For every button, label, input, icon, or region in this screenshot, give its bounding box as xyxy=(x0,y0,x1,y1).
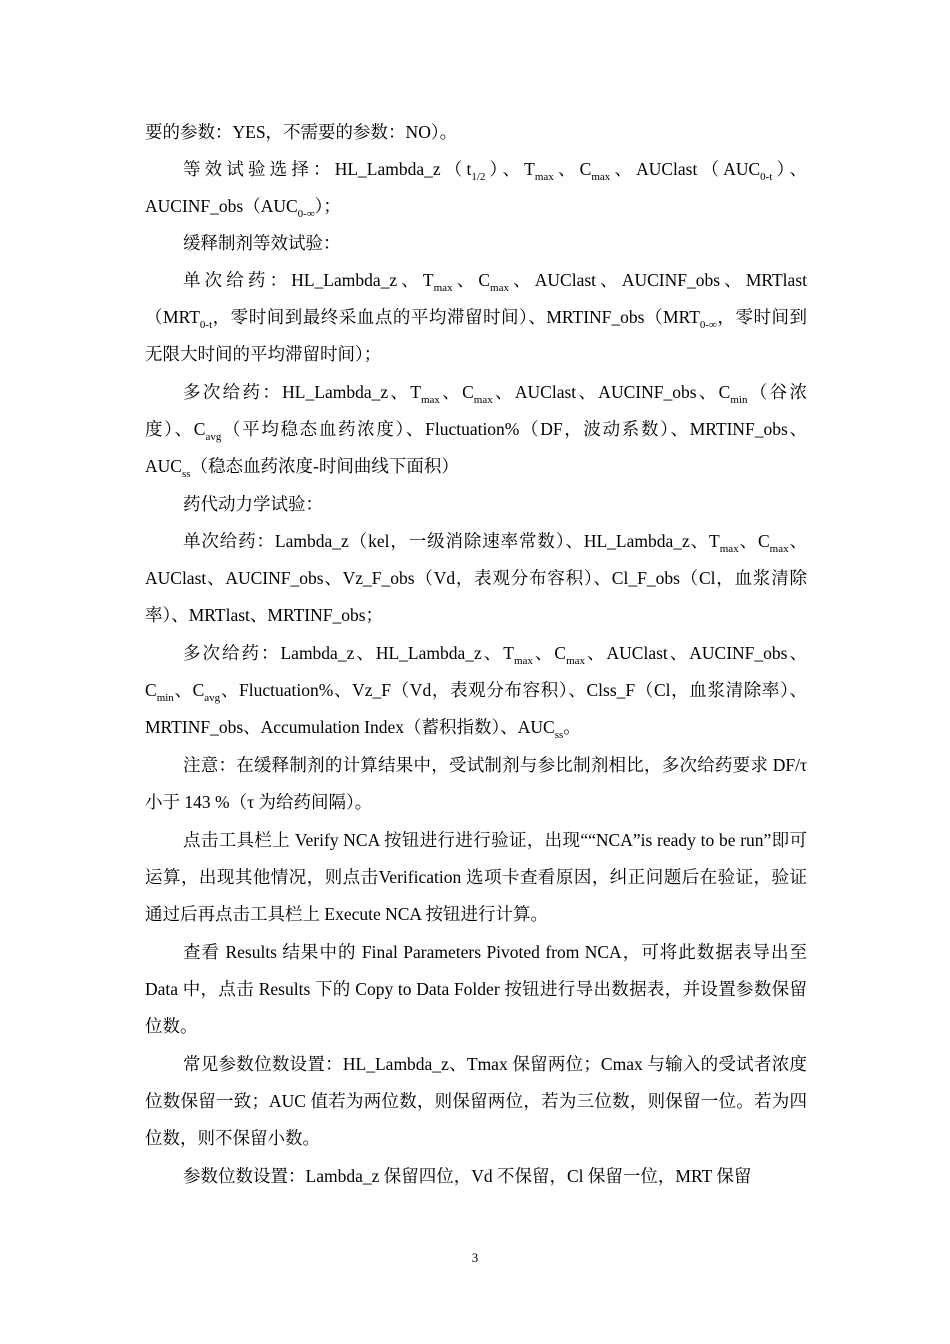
subscript: ss xyxy=(554,729,564,741)
text-run: 、Fluctuation%、Vz_F（Vd，表观分布容积）、Clss_F（Cl，血浆清除率）、MRTINF_obs、Accumulation Index（蓄积指数）、AUC xyxy=(145,680,807,737)
subscript: 0-t xyxy=(199,319,213,331)
text-run: 。 xyxy=(563,717,581,737)
subscript: min xyxy=(730,394,748,406)
subscript: max xyxy=(591,171,611,183)
text-run: 、C xyxy=(553,159,592,179)
text-run: 、C xyxy=(439,382,474,402)
paragraph-7 xyxy=(145,523,807,634)
subscript: max xyxy=(513,655,533,667)
subscript: max xyxy=(473,394,493,406)
subscript: 0-t xyxy=(760,171,773,183)
subscript: max xyxy=(719,543,739,555)
paragraph-8 xyxy=(145,635,807,746)
text-run: 多次给药：HL_Lambda_z、T xyxy=(183,382,421,402)
text-run: 缓释制剂等效试验： xyxy=(183,233,341,253)
subscript: max xyxy=(534,171,554,183)
text-run: 、C xyxy=(738,531,770,551)
text-run: 等效试验选择：HL_Lambda_z（t xyxy=(183,159,472,179)
subscript: max xyxy=(433,282,453,294)
text-run: 注意：在缓释制剂的计算结果中，受试制剂与参比制剂相比，多次给药要求 DF/τ 小于 143 %（τ 为给药间隔）。 xyxy=(145,755,807,812)
text-run: 、C xyxy=(532,643,567,663)
text-run: 、C xyxy=(173,680,205,700)
subscript: max xyxy=(490,282,509,294)
text-run: 点击工具栏上 Verify NCA 按钮进行进行验证，出现““NCA”is ready to be run”即可运算，出现其他情况，则点击Verification 选项卡查看原因，纠正问题后在验证，验证通过后再点击工具栏上 Execute NCA 按钮进行计算。 xyxy=(145,830,807,924)
subscript: 0-∞ xyxy=(699,319,717,331)
paragraph-4 xyxy=(145,262,807,373)
subscript: 1/2 xyxy=(471,171,486,183)
subscript: max xyxy=(566,655,586,667)
text-run: （平均稳态血药浓度）、Fluctuation%（DF，波动系数）、MRTINF_obs、AUC xyxy=(145,419,807,476)
text-run: 单次给药：HL_Lambda_z、T xyxy=(183,270,434,290)
paragraph-6 xyxy=(145,486,807,523)
text-run: 单次给药：Lambda_z（kel，一级消除速率常数）、HL_Lambda_z、T xyxy=(183,531,720,551)
paragraph-2 xyxy=(145,151,807,225)
text-run: 、AUClast（AUC xyxy=(610,159,761,179)
text-run: 、AUClast、AUCINF_obs、Vz_F_obs（Vd，表观分布容积）、Cl_F_obs（Cl，血浆清除率）、MRTlast、MRTINF_obs； xyxy=(145,531,807,625)
text-run: ）、AUCINF_obs（AUC xyxy=(145,159,807,216)
text-run: 、AUClast、AUCINF_obs、MRTlast（MRT xyxy=(145,270,807,327)
text-run: 要的参数：YES，不需要的参数：NO）。 xyxy=(145,122,458,142)
paragraph-10 xyxy=(145,822,807,933)
text-run: 药代动力学试验： xyxy=(183,494,323,514)
paragraph-13 xyxy=(145,1158,807,1195)
subscript: max xyxy=(769,543,789,555)
subscript: ss xyxy=(181,468,191,480)
text-run: （稳态血药浓度-时间曲线下面积） xyxy=(190,456,459,476)
subscript: 0-∞ xyxy=(297,208,315,220)
text-run: 参数位数设置：Lambda_z 保留四位，Vd 不保留，Cl 保留一位，MRT 保留 xyxy=(183,1166,752,1186)
text-run: ）、T xyxy=(485,159,535,179)
paragraph-9 xyxy=(145,747,807,821)
paragraph-11 xyxy=(145,934,807,1045)
paragraph-1 xyxy=(145,114,807,151)
text-run: （谷浓度）、C xyxy=(145,382,807,439)
subscript: min xyxy=(156,692,174,704)
text-run: 、AUClast、AUCINF_obs、C xyxy=(492,382,731,402)
text-run: 、C xyxy=(452,270,491,290)
paragraph-5 xyxy=(145,374,807,485)
page-number: 3 xyxy=(471,1250,479,1265)
paragraph-3 xyxy=(145,225,807,262)
text-run: 查看 Results 结果中的 Final Parameters Pivoted from NCA，可将此数据表导出至 Data 中，点击 Results 下的 Copy to Data Folder 按钮进行导出数据表，并设置参数保留位数。 xyxy=(145,942,807,1036)
subscript: avg xyxy=(205,431,222,443)
text-run: 多次给药：Lambda_z、HL_Lambda_z、T xyxy=(183,643,514,663)
text-run: ，零时间到无限大时间的平均滞留时间）； xyxy=(145,307,808,364)
subscript: max xyxy=(420,394,440,406)
text-run: ，零时间到最终采血点的平均滞留时间）、MRTINF_obs（MRT xyxy=(212,307,700,327)
text-run: ）； xyxy=(314,196,341,216)
paragraph-12 xyxy=(145,1046,807,1157)
subscript: avg xyxy=(204,692,221,704)
text-run: 常见参数位数设置：HL_Lambda_z、Tmax 保留两位；Cmax 与输入的受试者浓度位数保留一致；AUC 值若为两位数，则保留两位，若为三位数，则保留一位。若为四位数，则不保留小数。 xyxy=(145,1054,807,1148)
text-run: 、AUClast、AUCINF_obs、C xyxy=(145,643,807,700)
